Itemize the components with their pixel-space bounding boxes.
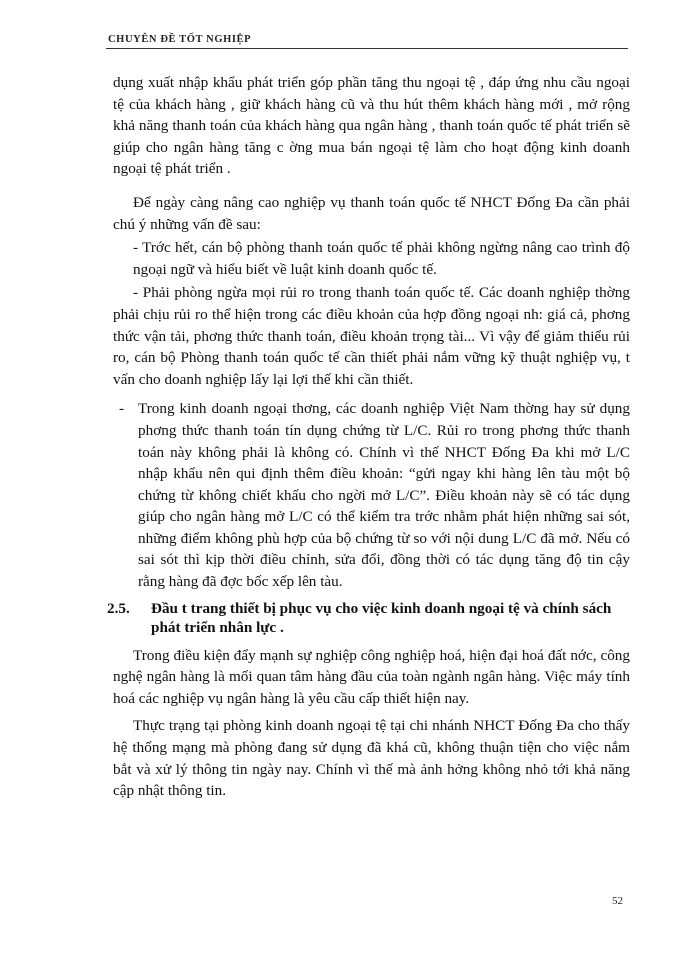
bullet-text: Trong kinh doanh ngoại thơng, các doanh nghiệp Việt Nam thờng hay sử dụng phơng thức thanh toán tín dụng chứng từ L/C. Rủi ro trong phơng thức thanh toán này không phải là không có. Chính vì thế NHCT Đống Đa khi mở L/C nhập khẩu nên qui định thêm điều khoản: “gửi ngay khi hàng lên tàu một bộ chứng từ không chiết khấu cho ngời mở L/C”. Điều khoản này sẽ có tác dụng giúp cho ngân hàng mở L/C có thể kiểm tra trớc nhằm phát hiện những sai sót, những điểm không phù hợp của bộ chứng từ so với nội dung L/C đã mở. Nếu có sai sót thì kịp thời điều chỉnh, sửa đổi, đồng thời có tác dụng tăng độ tin cậy rằng hàng đã đợc bốc xếp lên tàu. bbox=[138, 400, 630, 591]
running-header: CHUYÊN ĐỀ TỐT NGHIỆP bbox=[108, 34, 252, 45]
paragraph-7: Thực trạng tại phòng kinh doanh ngoại tệ tại chi nhánh NHCT Đống Đa cho thấy hệ thống mạng mà phòng đang sử dụng đã khá cũ, không thuận tiện cho việc nắm bắt và xử lý thông tin ngày nay. Chính vì thế mà ảnh hởng không nhỏ tới khả năng cập nhật thông tin. bbox=[113, 717, 630, 800]
bullet-dash: - bbox=[119, 400, 125, 418]
section-heading bbox=[107, 599, 630, 637]
section-title: Đầu t trang thiết bị phục vụ cho việc kinh doanh ngoại tệ và chính sách phát triển nhân lực . bbox=[151, 599, 612, 636]
page-number: 52 bbox=[612, 895, 623, 907]
paragraph-3: - Trớc hết, cán bộ phòng thanh toán quốc tế phải không ngừng nâng cao trình độ ngoại ngữ và hiểu biết về luật kinh doanh quốc tế. bbox=[133, 239, 630, 278]
document-body bbox=[107, 72, 630, 802]
header-rule bbox=[106, 48, 628, 49]
bullet-item bbox=[113, 398, 630, 592]
paragraph-2: Để ngày càng nâng cao nghiệp vụ thanh toán quốc tế NHCT Đống Đa cần phải chú ý những vấn đề sau: bbox=[113, 193, 630, 233]
paragraph-1: dụng xuất nhập khẩu phát triển góp phần tăng thu ngoại tệ , đáp ứng nhu cầu ngoại tệ của khách hàng , giữ khách hàng cũ và thu hút thêm khách hàng mới , mở rộng khả năng thanh toán của khách hàng qua ngân hàng , thanh toán quốc tế phát triển sẽ giúp cho ngân hàng tăng c ờng mua bán ngoại tệ làm cho hoạt động kinh doanh ngoại tệ phát triển . bbox=[113, 74, 630, 178]
paragraph-6: Trong điều kiện đẩy mạnh sự nghiệp công nghiệp hoá, hiện đại hoá đất nớc, công nghệ ngân hàng là mối quan tâm hàng đầu của toàn ngành ngân hàng. Việc máy tính hoá các nghiệp vụ ngân hàng là yêu cầu cấp thiết hiện nay. bbox=[113, 646, 630, 707]
paragraph-4: - Phải phòng ngừa mọi rủi ro trong thanh toán quốc tế. Các doanh nghiệp thờng phải chịu rủi ro thể hiện trong các điều khoản của hợp đồng ngoại nh: giá cả, phơng thức vận tải, phơng thức thanh toán, điều khoản trọng tài... Vì vậy để giảm thiểu rủi ro, cán bộ Phòng thanh toán quốc tế cần thiết phải nắm vững kỹ thuật nghiệp vụ, t vấn cho doanh nghiệp lấy lại lợi thế khi cần thiết. bbox=[113, 284, 630, 388]
section-number: 2.5. bbox=[107, 599, 130, 617]
